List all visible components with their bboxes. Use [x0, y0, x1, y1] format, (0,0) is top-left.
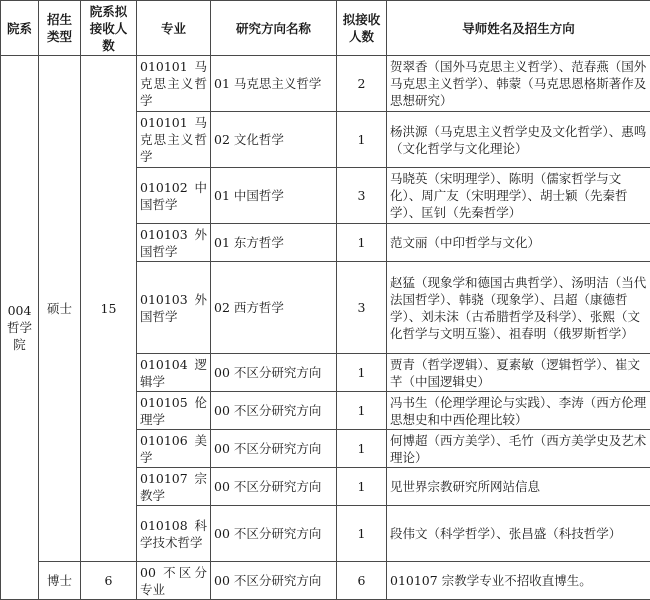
header-advisors: 导师姓名及招生方向: [387, 1, 650, 56]
header-major: 专业: [137, 1, 211, 56]
major-cell: 010108 科学技术哲学: [137, 506, 211, 562]
quota-cell: 1: [337, 468, 387, 506]
major-cell: 010104 逻辑学: [137, 354, 211, 392]
advisors-cell: 马晓英（宋明理学）、陈明（儒家哲学与文化）、周广友（宋明理学）、胡士颖（先秦哲学）、匡钊（先秦哲学）: [387, 168, 650, 224]
header-direction: 研究方向名称: [211, 1, 337, 56]
direction-cell: 02 文化哲学: [211, 112, 337, 168]
quota-cell: 1: [337, 430, 387, 468]
advisors-cell: 何博超（西方美学）、毛竹（西方美学史及艺术理论）: [387, 430, 650, 468]
major-cell: 010103 外国哲学: [137, 224, 211, 262]
advisors-cell: 赵猛（现象学和德国古典哲学）、汤明洁（当代法国哲学）、韩骁（现象学）、吕超（康德哲学）、刘未沫（古希腊哲学及科学）、张熙（文化哲学与文明互鉴）、祖春明（俄罗斯哲学）: [387, 262, 650, 354]
quota-cell: 1: [337, 354, 387, 392]
quota-cell: 3: [337, 168, 387, 224]
advisors-cell: 贺翠香（国外马克思主义哲学）、范春燕（国外马克思主义哲学）、韩蒙（马克思恩格斯著作及思想研究）: [387, 56, 650, 112]
doctoral-total: 6: [81, 562, 137, 600]
major-cell: 010101 马克思主义哲学: [137, 56, 211, 112]
advisors-cell: 贾青（哲学逻辑）、夏素敏（逻辑哲学）、崔文芊（中国逻辑史）: [387, 354, 650, 392]
direction-cell: 01 东方哲学: [211, 224, 337, 262]
direction-cell: 00 不区分研究方向: [211, 354, 337, 392]
advisors-cell: 见世界宗教研究所网站信息: [387, 468, 650, 506]
direction-cell: 00 不区分研究方向: [211, 562, 337, 600]
major-cell: 010103 外国哲学: [137, 262, 211, 354]
header-dept: 院系: [1, 1, 39, 56]
header-quota: 拟接收人数: [337, 1, 387, 56]
quota-cell: 1: [337, 112, 387, 168]
doctoral-type: 博士: [39, 562, 81, 600]
table-row: [1, 56, 650, 112]
major-cell: 010102 中国哲学: [137, 168, 211, 224]
header-row: [1, 1, 650, 56]
direction-cell: 00 不区分研究方向: [211, 430, 337, 468]
advisors-cell: 010107 宗教学专业不招收直博生。: [387, 562, 650, 600]
major-cell: 010106 美学: [137, 430, 211, 468]
direction-cell: 00 不区分研究方向: [211, 392, 337, 430]
advisors-cell: 段伟文（科学哲学）、张昌盛（科技哲学）: [387, 506, 650, 562]
advisors-cell: 冯书生（伦理学理论与实践）、李涛（西方伦理思想史和中西伦理比较）: [387, 392, 650, 430]
quota-cell: 2: [337, 56, 387, 112]
quota-cell: 6: [337, 562, 387, 600]
table-row: [1, 562, 650, 600]
header-type: 招生类型: [39, 1, 81, 56]
quota-cell: 3: [337, 262, 387, 354]
direction-cell: 00 不区分研究方向: [211, 506, 337, 562]
quota-cell: 1: [337, 224, 387, 262]
header-dept-quota: 院系拟接收人数: [81, 1, 137, 56]
dept-name: 004 哲学院: [1, 56, 39, 600]
direction-cell: 01 中国哲学: [211, 168, 337, 224]
advisors-cell: 杨洪源（马克思主义哲学史及文化哲学）、惠鸣（文化哲学与文化理论）: [387, 112, 650, 168]
masters-type: 硕士: [39, 56, 81, 562]
major-cell: 00 不区分专业: [137, 562, 211, 600]
direction-cell: 01 马克思主义哲学: [211, 56, 337, 112]
direction-cell: 00 不区分研究方向: [211, 468, 337, 506]
major-cell: 010107 宗教学: [137, 468, 211, 506]
masters-total: 15: [81, 56, 137, 562]
major-cell: 010101 马克思主义哲学: [137, 112, 211, 168]
quota-cell: 1: [337, 506, 387, 562]
direction-cell: 02 西方哲学: [211, 262, 337, 354]
quota-cell: 1: [337, 392, 387, 430]
major-cell: 010105 伦理学: [137, 392, 211, 430]
advisors-cell: 范文丽（中印哲学与文化）: [387, 224, 650, 262]
